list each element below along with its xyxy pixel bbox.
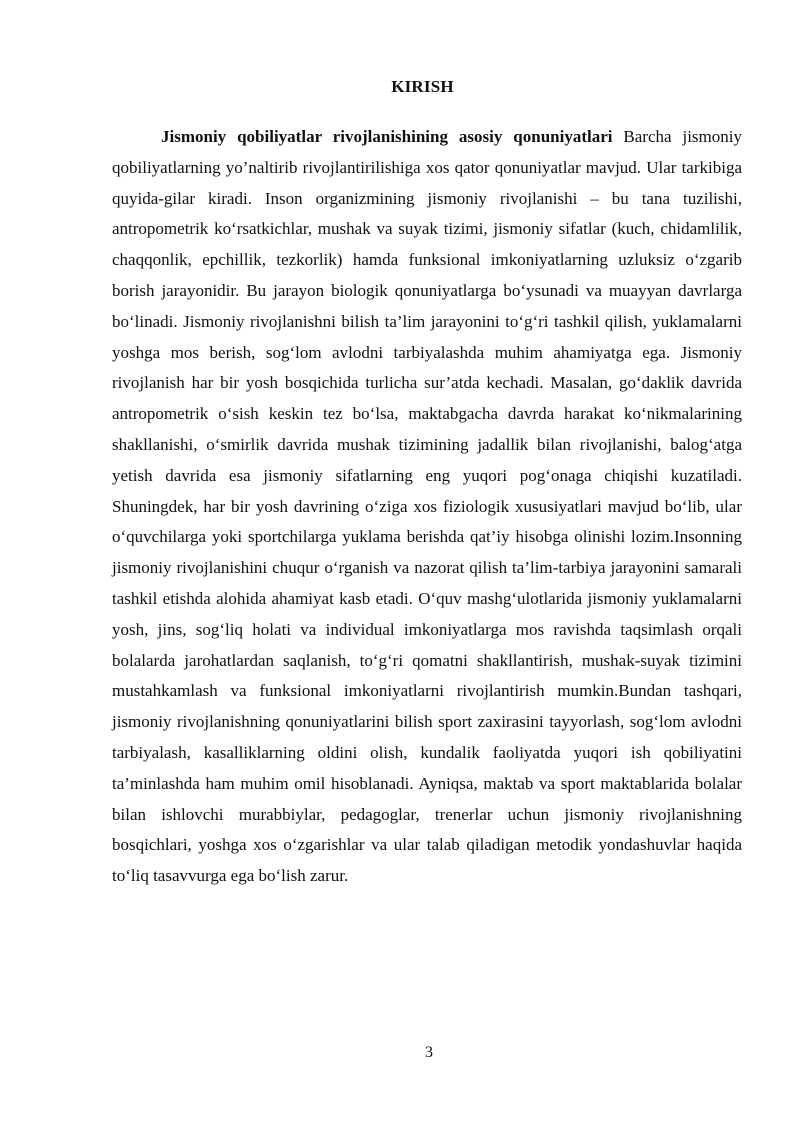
body-paragraph bbox=[112, 122, 742, 892]
page-number: 3 bbox=[425, 1044, 433, 1061]
paragraph-text: Barcha jismoniy qobiliyatlarning yo’naltirib rivojlantirilishiga xos qator qonuniyatlar mavjud. Ular tarkibiga quyida-gilar kiradi. Inson organizmining jismoniy rivojlanishi – bu tana tuzilishi, antropometrik ko‘rsatkichlar, mushak va suyak tizimi, jismoniy sifatlar (kuch, chidamlilik, chaqqonlik, epchillik, tezkorlik) hamda funksional imkoniyatlarning uzluksiz o‘zgarib borish jarayonidir. Bu jarayon biologik qonuniyatlarga bo‘ysunadi va muayyan davrlarga bo‘linadi. Jismoniy rivojlanishni bilish ta’lim jarayonini to‘g‘ri tashkil qilish, yuklamalarni yoshga mos berish, sog‘lom avlodni tarbiyalashda muhim ahamiyatga ega. Jismoniy rivojlanish har bir yosh bosqichida turlicha sur’atda kechadi. Masalan, go‘daklik davrida antropometrik o‘sish keskin tez bo‘lsa, maktabgacha davrda harakat ko‘nikmalarining shakllanishi, o‘smirlik davrida mushak tizimining jadallik bilan rivojlanishi, balog‘atga yetish davrida esa jismoniy sifatlarning eng yuqori pog‘onaga chiqishi kuzatiladi. Shuningdek, har bir yosh davrining o‘ziga xos fiziologik xususiyatlari mavjud bo‘lib, ular o‘quvchilarga yoki sportchilarga yuklama berishda qat’iy hisobga olinishi lozim.Insonning jismoniy rivojlanishini chuqur o‘rganish va nazorat qilish ta’lim-tarbiya jarayonini samarali tashkil etishda alohida ahamiyat kasb etadi. O‘quv mashg‘ulotlarida jismoniy yuklamalarni yosh, jins, sog‘liq holati va individual imkoniyatlarga mos ravishda taqsimlash orqali bolalarda jarohatlardan saqlanish, to‘g‘ri qomatni shakllantirish, mushak-suyak tizimini mustahkamlash va funksional imkoniyatlarni rivojlantirish mumkin.Bundan tashqari, jismoniy rivojlanishning qonuniyatlarini bilish sport zaxirasini tayyorlash, sog‘lom avlodni tarbiyalash, kasalliklarning oldini olish, kundalik faoliyatda yuqori ish qobiliyatini ta’minlashda ham muhim omil hisoblanadi. Ayniqsa, maktab va sport maktablarida bolalar bilan ishlovchi murabbiylar, pedagoglar, trenerlar uchun jismoniy rivojlanishning bosqichlari, yoshga xos o‘zgarishlar va ular talab qiladigan metodik yondashuvlar haqida to‘liq tasavvurga ega bo‘lish zarur. bbox=[112, 127, 742, 886]
section-heading: KIRISH bbox=[391, 77, 454, 96]
paragraph-lead-title: Jismoniy qobiliyatlar rivojlanishining asosiy qonuniyatlari bbox=[161, 127, 613, 146]
